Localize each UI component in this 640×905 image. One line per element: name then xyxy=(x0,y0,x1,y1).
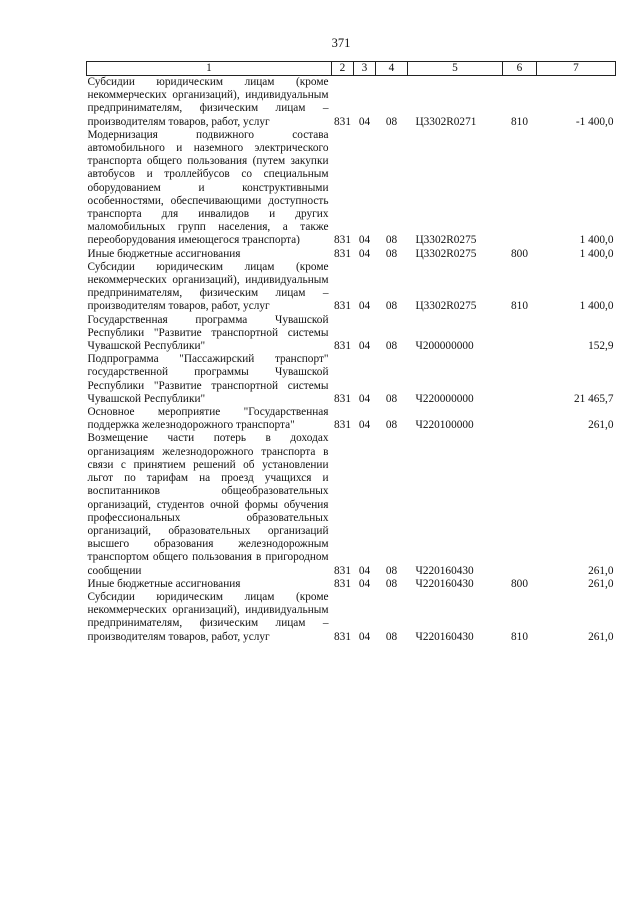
row-subsection: 08 xyxy=(385,300,398,313)
row-amount: 21 465,7 xyxy=(573,392,614,405)
column-header-section: 3 xyxy=(354,62,376,76)
row-kind: 810 xyxy=(511,300,528,313)
table-row xyxy=(87,314,616,354)
row-ministry: 831 xyxy=(334,300,351,313)
row-name: Иные бюджетные ассигнования xyxy=(87,577,241,590)
table-row xyxy=(87,248,616,261)
row-kind: 800 xyxy=(511,247,528,260)
row-ministry: 831 xyxy=(334,247,351,260)
row-ministry: 831 xyxy=(334,419,351,432)
row-kind xyxy=(503,406,537,432)
row-ministry: 831 xyxy=(334,392,351,405)
row-amount: 1 400,0 xyxy=(579,247,614,260)
row-target: Ч220160430 xyxy=(415,564,474,577)
row-amount: 1 400,0 xyxy=(579,234,614,247)
row-amount: 152,9 xyxy=(588,340,614,353)
column-header-ministry: 2 xyxy=(332,62,354,76)
row-name: Субсидии юридическим лицам (кроме некоммерческих организаций), индивидуальным предпринимателям, физическим лицам – производителям товаров, работ, услуг xyxy=(87,76,329,128)
table-row xyxy=(87,406,616,432)
row-amount: -1 400,0 xyxy=(575,115,614,128)
row-name: Модернизация подвижного состава автомобильного и наземного электрического транспорта общего пользования (путем закупки автобусов и троллейбусов со специальным оборудованием и конструктивными особенностями, обеспечивающими доступность транспорта для инвалидов и других маломобильных групп населения, а также переоборудования имеющегося транспорта) xyxy=(87,128,329,247)
row-amount: 261,0 xyxy=(588,564,614,577)
row-name: Иные бюджетные ассигнования xyxy=(87,247,241,260)
table-row xyxy=(87,353,616,406)
row-section: 04 xyxy=(358,115,371,128)
row-kind xyxy=(503,129,537,248)
row-subsection: 08 xyxy=(385,630,398,643)
row-ministry: 831 xyxy=(334,234,351,247)
row-target: Ц3302R0275 xyxy=(415,300,477,313)
row-ministry: 831 xyxy=(334,577,351,590)
row-name: Подпрограмма "Пассажирский транспорт" государственной программы Чувашской Республики "Развитие транспортной системы Чувашской Республики" xyxy=(87,353,329,405)
table-row xyxy=(87,578,616,591)
row-subsection: 08 xyxy=(385,392,398,405)
column-header-amount: 7 xyxy=(537,62,616,76)
row-kind: 810 xyxy=(511,115,528,128)
row-amount: 261,0 xyxy=(588,577,614,590)
row-name: Государственная программа Чувашской Республики "Развитие транспортной системы Чувашской Республики" xyxy=(87,313,329,353)
column-header-subsection: 4 xyxy=(376,62,408,76)
row-amount: 261,0 xyxy=(588,630,614,643)
table-row xyxy=(87,432,616,577)
row-section: 04 xyxy=(358,577,371,590)
budget-table xyxy=(86,61,616,644)
row-section: 04 xyxy=(358,564,371,577)
row-subsection: 08 xyxy=(385,419,398,432)
row-section: 04 xyxy=(358,392,371,405)
row-target: Ц3302R0271 xyxy=(415,115,477,128)
table-row xyxy=(87,261,616,314)
row-name: Основное мероприятие "Государственная поддержка железнодорожного транспорта" xyxy=(87,406,329,432)
row-target: Ч200000000 xyxy=(415,340,474,353)
row-kind xyxy=(503,432,537,577)
column-header-kind: 6 xyxy=(503,62,537,76)
row-subsection: 08 xyxy=(385,234,398,247)
row-ministry: 831 xyxy=(334,564,351,577)
row-ministry: 831 xyxy=(334,115,351,128)
row-ministry: 831 xyxy=(334,340,351,353)
row-section: 04 xyxy=(358,300,371,313)
row-target: Ч220160430 xyxy=(415,577,474,590)
row-kind xyxy=(503,353,537,406)
row-name: Субсидии юридическим лицам (кроме некоммерческих организаций), индивидуальным предпринимателям, физическим лицам – производителям товаров, работ, услуг xyxy=(87,590,329,643)
row-subsection: 08 xyxy=(385,577,398,590)
table-header-row xyxy=(87,62,616,76)
row-target: Ц3302R0275 xyxy=(415,234,477,247)
row-section: 04 xyxy=(358,247,371,260)
row-subsection: 08 xyxy=(385,340,398,353)
row-target: Ч220160430 xyxy=(415,630,474,643)
row-ministry: 831 xyxy=(334,630,351,643)
row-subsection: 08 xyxy=(385,115,398,128)
row-section: 04 xyxy=(358,419,371,432)
row-kind xyxy=(503,314,537,354)
table-row xyxy=(87,591,616,644)
row-name: Возмещение части потерь в доходах организациям железнодорожного транспорта в связи с принятием решений об установлении льгот по тарифам на проезд учащихся и воспитанников общеобразовательных организаций, студентов очной формы обучения профессиональных образовательных организаций, образовательных организаций высшего образования железнодорожным транспортом общего пользования в пригородном сообщении xyxy=(87,432,329,577)
row-subsection: 08 xyxy=(385,247,398,260)
row-target: Ч220100000 xyxy=(415,419,474,432)
column-header-name: 1 xyxy=(87,62,332,76)
row-name: Субсидии юридическим лицам (кроме некоммерческих организаций), индивидуальным предпринимателям, физическим лицам – производителям товаров, работ, услуг xyxy=(87,260,329,313)
row-section: 04 xyxy=(358,234,371,247)
table-row xyxy=(87,129,616,248)
row-amount: 1 400,0 xyxy=(579,300,614,313)
row-section: 04 xyxy=(358,340,371,353)
row-target: Ч220000000 xyxy=(415,392,474,405)
page-number: 371 xyxy=(331,36,351,50)
table-row xyxy=(87,76,616,129)
row-amount: 261,0 xyxy=(588,419,614,432)
row-kind: 810 xyxy=(511,630,528,643)
row-kind: 800 xyxy=(511,577,528,590)
column-header-target: 5 xyxy=(408,62,503,76)
row-section: 04 xyxy=(358,630,371,643)
row-subsection: 08 xyxy=(385,564,398,577)
row-target: Ц3302R0275 xyxy=(415,247,477,260)
